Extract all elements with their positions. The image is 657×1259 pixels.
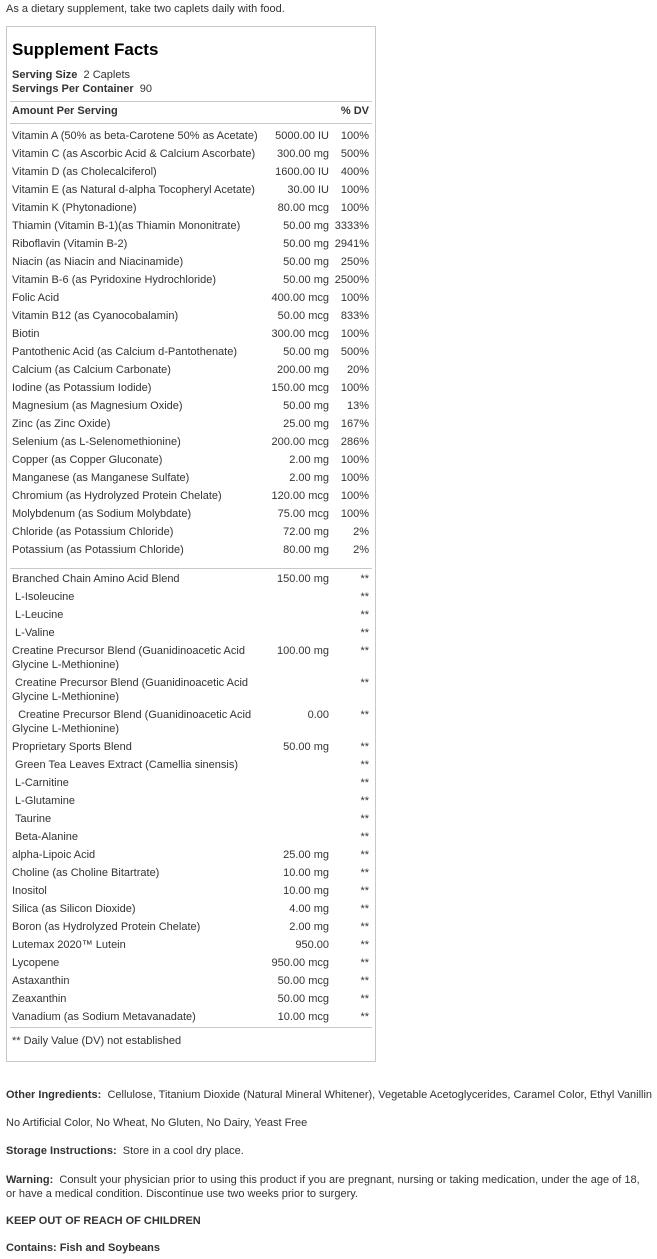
serving-size-label: Serving Size: [12, 69, 78, 81]
ingredient-name: Astaxanthin: [12, 975, 70, 987]
free-from-statement: No Artificial Color, No Wheat, No Gluten, No Dairy, Yeast Free: [6, 1117, 308, 1129]
ingredient-name: L-Isoleucine: [12, 591, 75, 603]
serving-size: [12, 69, 130, 81]
ingredient-dv: 167%: [340, 418, 369, 430]
ingredient-dv: 2%: [353, 526, 369, 538]
ingredient-name: Manganese (as Manganese Sulfate): [12, 472, 190, 484]
other-ingredients-label: Other Ingredients:: [6, 1089, 102, 1101]
ingredient-name: L-Leucine: [12, 609, 64, 621]
divider: [10, 568, 372, 569]
table-row: [7, 127, 375, 145]
ingredient-amount: 10.00 mg: [283, 867, 329, 879]
ingredient-name: Creatine Precursor Blend (Guanidinoacetic Acid Glycine L-Methionine): [12, 709, 252, 735]
ingredient-dv: **: [360, 759, 369, 771]
ingredient-amount: 72.00 mg: [283, 526, 329, 538]
keep-out-of-reach: [6, 1215, 201, 1227]
ingredient-dv: 100%: [340, 382, 369, 394]
ingredient-amount: 50.00 mg: [283, 238, 329, 250]
header-amount: Amount Per Serving: [12, 105, 118, 117]
table-row: [7, 487, 375, 505]
ingredient-amount: 80.00 mcg: [277, 202, 329, 214]
contains-text: Contains: Fish and Soybeans: [6, 1242, 161, 1254]
ingredient-dv: **: [360, 627, 369, 639]
ingredient-name: Vanadium (as Sodium Metavanadate): [12, 1011, 196, 1023]
ingredient-name: L-Glutamine: [12, 795, 75, 807]
ingredient-amount: 4.00 mg: [289, 903, 329, 915]
ingredient-name: Vitamin B12 (as Cyanocobalamin): [12, 310, 179, 322]
table-row: [7, 706, 375, 738]
ingredient-amount: 300.00 mcg: [271, 328, 329, 340]
ingredient-amount: 100.00 mg: [277, 645, 329, 657]
ingredient-dv: 100%: [340, 328, 369, 340]
table-row: [7, 145, 375, 163]
usage-instructions: As a dietary supplement, take two caplets daily with food.: [6, 3, 285, 15]
ingredient-name: Taurine: [12, 813, 52, 825]
ingredient-name: Vitamin A (50% as beta-Carotene 50% as Acetate): [12, 130, 258, 142]
table-row: [7, 271, 375, 289]
ingredient-dv: 100%: [340, 292, 369, 304]
ingredient-amount: 50.00 mg: [283, 274, 329, 286]
table-row: [7, 361, 375, 379]
ingredient-dv: 2500%: [334, 274, 369, 286]
ingredient-dv: **: [360, 591, 369, 603]
ingredient-dv: 100%: [340, 130, 369, 142]
other-ingredients: [6, 1089, 652, 1101]
table-row: [7, 541, 375, 559]
table-row: [7, 451, 375, 469]
ingredient-name: Vitamin C (as Ascorbic Acid & Calcium Ascorbate): [12, 148, 256, 160]
ingredient-amount: 300.00 mg: [277, 148, 329, 160]
table-row: [7, 397, 375, 415]
storage-text: Store in a cool dry place.: [122, 1145, 244, 1157]
ingredient-dv: **: [360, 975, 369, 987]
ingredient-dv: **: [360, 885, 369, 897]
ingredient-amount: 50.00 mg: [283, 346, 329, 358]
ingredient-name: Thiamin (Vitamin B-1)(as Thiamin Mononitrate): [12, 220, 241, 232]
table-row: [7, 864, 375, 882]
ingredient-dv: 100%: [340, 490, 369, 502]
ingredient-amount: 30.00 IU: [287, 184, 329, 196]
table-row: [7, 954, 375, 972]
ingredient-dv: 20%: [346, 364, 369, 376]
table-row: [7, 570, 375, 588]
other-ingredients-text: Cellulose, Titanium Dioxide (Natural Mineral Whitener), Vegetable Acetoglycerides, Caramel Color, Ethyl Vanillin: [107, 1089, 653, 1101]
ingredient-dv: 500%: [340, 148, 369, 160]
table-row: [7, 810, 375, 828]
table-row: [7, 756, 375, 774]
ingredient-dv: **: [360, 795, 369, 807]
ingredient-amount: 50.00 mg: [283, 741, 329, 753]
ingredient-dv: **: [360, 777, 369, 789]
warning-label: Warning:: [6, 1174, 54, 1186]
table-row: [7, 828, 375, 846]
ingredient-amount: 75.00 mcg: [277, 508, 329, 520]
serving-size-value: 2 Caplets: [83, 69, 131, 81]
ingredient-amount: 1600.00 IU: [275, 166, 329, 178]
table-row: [7, 253, 375, 271]
ingredient-dv: **: [360, 993, 369, 1005]
ingredient-name: Potassium (as Potassium Chloride): [12, 544, 184, 556]
ingredient-dv: 100%: [340, 472, 369, 484]
keep-out-text: KEEP OUT OF REACH OF CHILDREN: [6, 1215, 201, 1227]
table-row: [7, 1008, 375, 1026]
ingredient-name: Zinc (as Zinc Oxide): [12, 418, 111, 430]
ingredient-dv: **: [360, 609, 369, 621]
ingredient-amount: 50.00 mg: [283, 220, 329, 232]
warning: [6, 1173, 651, 1201]
ingredient-amount: 120.00 mcg: [271, 490, 329, 502]
table-row: [7, 523, 375, 541]
table-row: [7, 624, 375, 642]
table-row: [7, 882, 375, 900]
ingredient-dv: **: [360, 645, 369, 657]
ingredient-dv: 100%: [340, 184, 369, 196]
ingredient-amount: 950.00 mcg: [271, 957, 329, 969]
ingredient-amount: 400.00 mcg: [271, 292, 329, 304]
ingredient-amount: 200.00 mcg: [271, 436, 329, 448]
ingredient-amount: 150.00 mcg: [271, 382, 329, 394]
table-row: [7, 674, 375, 706]
table-row: [7, 792, 375, 810]
table-row: [7, 990, 375, 1008]
ingredient-dv: 2%: [353, 544, 369, 556]
ingredient-dv: 100%: [340, 508, 369, 520]
ingredient-name: Magnesium (as Magnesium Oxide): [12, 400, 183, 412]
ingredient-name: Chromium (as Hydrolyzed Protein Chelate): [12, 490, 222, 502]
ingredient-amount: 10.00 mcg: [277, 1011, 329, 1023]
ingredient-amount: 50.00 mcg: [277, 993, 329, 1005]
ingredient-name: Creatine Precursor Blend (Guanidinoacetic Acid Glycine L-Methionine): [12, 645, 245, 671]
ingredient-amount: 25.00 mg: [283, 849, 329, 861]
table-row: [7, 325, 375, 343]
ingredient-name: Proprietary Sports Blend: [12, 741, 132, 753]
ingredient-name: Vitamin D (as Cholecalciferol): [12, 166, 157, 178]
ingredient-name: Biotin: [12, 328, 40, 340]
ingredient-dv: **: [360, 1011, 369, 1023]
ingredient-dv: **: [360, 957, 369, 969]
table-row: [7, 972, 375, 990]
allergen-contains: [6, 1242, 160, 1254]
ingredient-name: Selenium (as L-Selenomethionine): [12, 436, 181, 448]
ingredient-dv: **: [360, 867, 369, 879]
ingredient-dv: **: [360, 921, 369, 933]
ingredient-name: Pantothenic Acid (as Calcium d-Pantothenate): [12, 346, 238, 358]
supplement-facts-panel: [6, 26, 376, 1062]
table-row: [7, 163, 375, 181]
ingredient-dv: **: [360, 831, 369, 843]
ingredient-amount: 0.00: [307, 709, 329, 721]
ingredient-dv: 286%: [340, 436, 369, 448]
ingredient-name: alpha-Lipoic Acid: [12, 849, 96, 861]
ingredient-dv: 13%: [346, 400, 369, 412]
facts-title: Supplement Facts: [12, 40, 159, 59]
ingredient-amount: 50.00 mcg: [277, 975, 329, 987]
ingredient-amount: 50.00 mcg: [277, 310, 329, 322]
storage-instructions: [6, 1145, 244, 1157]
ingredient-name: Lutemax 2020™ Lutein: [12, 939, 126, 951]
ingredient-dv: 250%: [340, 256, 369, 268]
ingredient-name: Niacin (as Niacin and Niacinamide): [12, 256, 184, 268]
ingredient-name: Inositol: [12, 885, 47, 897]
ingredient-dv: **: [360, 741, 369, 753]
ingredient-name: Riboflavin (Vitamin B-2): [12, 238, 128, 250]
table-row: [7, 606, 375, 624]
ingredient-dv: **: [360, 677, 369, 689]
ingredient-name: Silica (as Silicon Dioxide): [12, 903, 136, 915]
ingredient-name: Vitamin E (as Natural d-alpha Tocopheryl Acetate): [12, 184, 255, 196]
ingredient-name: L-Valine: [12, 627, 55, 639]
ingredient-name: L-Carnitine: [12, 777, 69, 789]
ingredient-name: Vitamin K (Phytonadione): [12, 202, 137, 214]
ingredient-name: Branched Chain Amino Acid Blend: [12, 573, 180, 585]
servings-value: 90: [139, 83, 153, 95]
table-row: [7, 642, 375, 674]
ingredient-dv: 500%: [340, 346, 369, 358]
table-row: [7, 217, 375, 235]
ingredient-amount: 5000.00 IU: [275, 130, 329, 142]
ingredient-dv: 400%: [340, 166, 369, 178]
ingredient-dv: 833%: [340, 310, 369, 322]
ingredient-name: Chloride (as Potassium Chloride): [12, 526, 174, 538]
ingredient-amount: 25.00 mg: [283, 418, 329, 430]
ingredient-amount: 2.00 mg: [289, 921, 329, 933]
ingredient-dv: **: [360, 573, 369, 585]
table-row: [7, 918, 375, 936]
ingredient-amount: 200.00 mg: [277, 364, 329, 376]
table-row: [7, 415, 375, 433]
table-row: [7, 343, 375, 361]
ingredient-dv: **: [360, 939, 369, 951]
ingredient-amount: 950.00: [295, 939, 329, 951]
ingredient-dv: **: [360, 709, 369, 721]
ingredient-name: Lycopene: [12, 957, 60, 969]
table-row: [7, 235, 375, 253]
divider: [10, 101, 372, 102]
ingredient-amount: 2.00 mg: [289, 472, 329, 484]
table-row: [7, 199, 375, 217]
ingredient-dv: 100%: [340, 454, 369, 466]
divider: [10, 123, 372, 124]
storage-label: Storage Instructions:: [6, 1145, 117, 1157]
ingredient-name: Folic Acid: [12, 292, 60, 304]
table-row: [7, 936, 375, 954]
table-row: [7, 181, 375, 199]
ingredient-name: Boron (as Hydrolyzed Protein Chelate): [12, 921, 201, 933]
ingredient-dv: **: [360, 813, 369, 825]
ingredient-name: Beta-Alanine: [12, 831, 79, 843]
ingredient-name: Copper (as Copper Gluconate): [12, 454, 163, 466]
table-row: [7, 307, 375, 325]
table-row: [7, 505, 375, 523]
ingredient-name: Iodine (as Potassium Iodide): [12, 382, 152, 394]
ingredient-dv: 3333%: [334, 220, 369, 232]
header-dv: % DV: [340, 105, 369, 117]
table-row: [7, 588, 375, 606]
ingredient-amount: 50.00 mg: [283, 400, 329, 412]
table-row: [7, 289, 375, 307]
ingredient-dv: **: [360, 903, 369, 915]
servings-per-container: [12, 83, 152, 95]
ingredient-name: Creatine Precursor Blend (Guanidinoacetic Acid Glycine L-Methionine): [12, 677, 249, 703]
table-row: [7, 846, 375, 864]
ingredient-amount: 10.00 mg: [283, 885, 329, 897]
ingredient-name: Calcium (as Calcium Carbonate): [12, 364, 171, 376]
table-row: [7, 774, 375, 792]
ingredient-name: Zeaxanthin: [12, 993, 67, 1005]
ingredient-dv: **: [360, 849, 369, 861]
divider: [10, 1027, 372, 1028]
ingredient-name: Vitamin B-6 (as Pyridoxine Hydrochloride): [12, 274, 216, 286]
servings-label: Servings Per Container: [12, 83, 134, 95]
warning-text: Consult your physician prior to using this product if you are pregnant, nursing or taking medication, under the age of 18, or have a medical condition. Discontinue use two weeks prior to surgery.: [6, 1174, 640, 1200]
ingredient-name: Molybdenum (as Sodium Molybdate): [12, 508, 192, 520]
dv-footnote: ** Daily Value (DV) not established: [12, 1035, 182, 1047]
ingredient-amount: 2.00 mg: [289, 454, 329, 466]
ingredient-name: Green Tea Leaves Extract (Camellia sinensis): [12, 759, 239, 771]
ingredient-amount: 50.00 mg: [283, 256, 329, 268]
table-row: [7, 738, 375, 756]
table-row: [7, 469, 375, 487]
ingredient-dv: 100%: [340, 202, 369, 214]
ingredient-dv: 2941%: [334, 238, 369, 250]
table-row: [7, 900, 375, 918]
ingredient-amount: 80.00 mg: [283, 544, 329, 556]
ingredient-name: Choline (as Choline Bitartrate): [12, 867, 160, 879]
ingredient-amount: 150.00 mg: [277, 573, 329, 585]
table-row: [7, 379, 375, 397]
table-row: [7, 433, 375, 451]
